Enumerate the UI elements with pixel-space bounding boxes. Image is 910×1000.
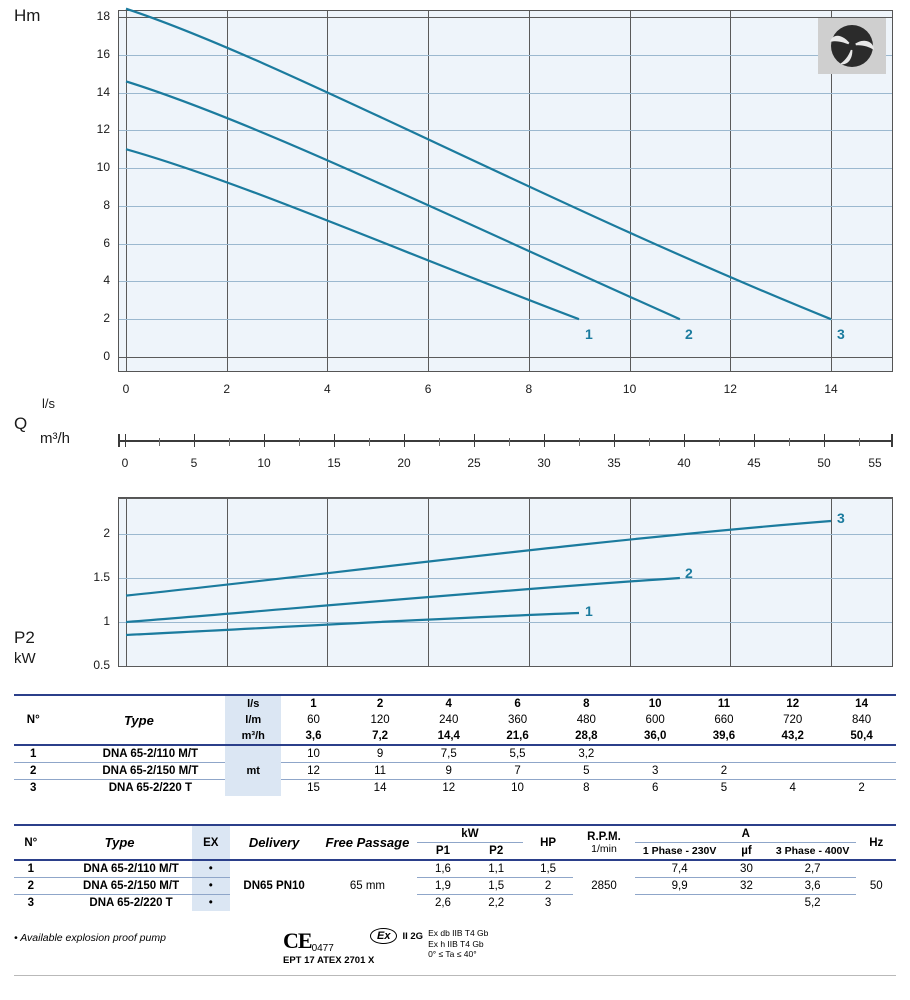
head-curve-chart xyxy=(118,10,893,372)
th-ls-14: 14 xyxy=(827,695,896,712)
curve-label-3: 3 xyxy=(837,326,845,342)
t2-r1-p1: 1,6 xyxy=(417,860,470,878)
ce-sub: EPT 17 ATEX 2701 X xyxy=(283,955,375,966)
t1-r1-v1: 10 xyxy=(281,745,346,763)
p2-tick-2: 2 xyxy=(103,526,110,540)
t1-r3-v8: 4 xyxy=(758,780,827,797)
ls-tick-12: 12 xyxy=(723,382,737,396)
th-lm-2: 120 xyxy=(370,714,390,726)
th-unit-lm: l/m xyxy=(225,712,281,728)
flow-m3h-axis xyxy=(118,434,893,448)
power-curve-chart xyxy=(118,497,893,667)
t1-r1-type: DNA 65-2/110 M/T xyxy=(52,745,225,763)
th-lm-8: 480 xyxy=(576,714,596,726)
m3h-unit-label: m³/h xyxy=(40,430,70,447)
th-unit-ls: l/s xyxy=(225,695,281,712)
m3h-tick-5: 5 xyxy=(190,456,198,470)
t1-r2-v3: 9 xyxy=(414,763,483,780)
hm-tick-12: 12 xyxy=(96,122,110,137)
t2-r2-a3: 3,6 xyxy=(769,878,857,895)
t1-r1-v9 xyxy=(827,745,896,763)
t2-r2-p1: 1,9 xyxy=(417,878,470,895)
t2-r2-p2: 1,5 xyxy=(469,878,523,895)
th-ls-10: 10 xyxy=(621,695,690,712)
t2-r1-type: DNA 65-2/110 M/T xyxy=(48,860,192,878)
t1-r1-v4: 5,5 xyxy=(483,745,552,763)
t2-r1-a1: 7,4 xyxy=(635,860,724,878)
t1-r1-v7 xyxy=(690,745,759,763)
ex-icon: Ex xyxy=(370,928,397,944)
atex-mark xyxy=(370,928,488,960)
th2-p2: P2 xyxy=(469,843,523,861)
th2-phase1: 1 Phase - 230V xyxy=(635,843,724,861)
technical-table xyxy=(14,824,896,911)
ex-class: II 2G xyxy=(402,931,424,942)
th-m3h-2: 7,2 xyxy=(372,730,389,742)
t2-r1-hp: 1,5 xyxy=(523,860,573,878)
t1-r3-v9: 2 xyxy=(827,780,896,797)
t1-r1-v6 xyxy=(621,745,690,763)
table-row xyxy=(14,780,896,797)
t1-r1-v2: 9 xyxy=(346,745,415,763)
t2-rpm-value: 2850 xyxy=(573,860,635,911)
power-label-2: 2 xyxy=(685,565,693,581)
th-ls-1: 1 xyxy=(281,695,346,712)
ce-mark xyxy=(283,928,374,966)
m3h-tick-50: 50 xyxy=(817,456,831,470)
th2-type: Type xyxy=(48,825,192,860)
th-ls-6: 6 xyxy=(483,695,552,712)
t2-r2-ex: • xyxy=(192,878,230,895)
th2-rpm-unit: 1/min xyxy=(591,842,617,855)
th2-rpm-title: R.P.M. xyxy=(587,830,621,843)
th-m3h-1: 3,6 xyxy=(305,730,322,742)
ce-logo: CE xyxy=(283,928,312,953)
ls-tick-2: 2 xyxy=(223,382,231,396)
t1-r2-n: 2 xyxy=(14,763,52,780)
th-m3h-6: 21,6 xyxy=(506,730,529,742)
t1-r2-v1: 12 xyxy=(281,763,346,780)
bottom-divider xyxy=(14,975,896,976)
th2-hp: HP xyxy=(523,825,573,860)
t2-r2-n: 2 xyxy=(14,878,48,895)
table1-header-row-1 xyxy=(14,695,896,712)
th2-rpm xyxy=(573,825,635,860)
ls-tick-0: 0 xyxy=(122,382,130,396)
ex-line-2: Ex h IIB T4 Gb xyxy=(428,938,484,949)
m3h-tick-55: 55 xyxy=(868,456,882,470)
m3h-tick-25: 25 xyxy=(467,456,481,470)
th2-ex: EX xyxy=(192,825,230,860)
t1-r2-v9 xyxy=(827,763,896,780)
table-row xyxy=(14,878,896,895)
th-lm-4: 240 xyxy=(439,714,459,726)
t1-r1-v5: 3,2 xyxy=(552,745,621,763)
t2-r1-uf: 30 xyxy=(724,860,769,878)
th2-delivery: Delivery xyxy=(230,825,318,860)
hm-axis-label: Hm xyxy=(14,6,41,25)
th2-phase3: 3 Phase - 400V xyxy=(769,843,857,861)
t2-r1-ex: • xyxy=(192,860,230,878)
ex-line-3: 0° ≤ Ta ≤ 40° xyxy=(428,949,477,960)
t1-r2-type: DNA 65-2/150 M/T xyxy=(52,763,225,780)
th2-free-passage: Free Passage xyxy=(318,825,417,860)
m3h-tick-40: 40 xyxy=(677,456,691,470)
t2-r3-p1: 2,6 xyxy=(417,895,470,912)
th-ls-11: 11 xyxy=(690,695,759,712)
t2-delivery-value: DN65 PN10 xyxy=(230,860,318,911)
t1-r3-v5: 8 xyxy=(552,780,621,797)
ls-unit-label: l/s xyxy=(42,396,55,411)
th-lm-1: 60 xyxy=(307,714,320,726)
ls-tick-8: 8 xyxy=(525,382,533,396)
th-lm-14: 840 xyxy=(851,714,872,726)
m3h-tick-30: 30 xyxy=(537,456,551,470)
t2-r2-type: DNA 65-2/150 M/T xyxy=(48,878,192,895)
ls-tick-10: 10 xyxy=(622,382,637,396)
th-lm-10: 600 xyxy=(645,714,665,726)
t1-r3-v6: 6 xyxy=(621,780,690,797)
th2-a: A xyxy=(635,825,856,843)
t2-r2-hp: 2 xyxy=(523,878,573,895)
th-m3h-11: 39,6 xyxy=(712,730,736,742)
t2-r3-n: 3 xyxy=(14,895,48,912)
q-axis-label: Q xyxy=(14,414,28,433)
p2-axis-label: P2 xyxy=(14,628,35,647)
p2-tick-0.5: 0.5 xyxy=(93,658,110,672)
t2-free-passage-value: 65 mm xyxy=(318,860,417,911)
ex-line-1: Ex db IIB T4 Gb xyxy=(428,928,489,938)
th-m3h-10: 36,0 xyxy=(643,730,667,742)
th-m3h-12: 43,2 xyxy=(781,730,804,742)
t2-r3-hp: 3 xyxy=(523,895,573,912)
t1-r2-v6: 3 xyxy=(621,763,690,780)
th-ls-4: 4 xyxy=(414,695,483,712)
t1-r2-v8 xyxy=(758,763,827,780)
t2-r3-uf xyxy=(724,895,769,912)
m3h-tick-0: 0 xyxy=(121,456,129,470)
impeller-icon xyxy=(818,18,886,74)
t1-r3-v7: 5 xyxy=(690,780,759,797)
th2-kw: kW xyxy=(417,825,523,843)
t1-r1-v8 xyxy=(758,745,827,763)
th2-hz: Hz xyxy=(856,825,896,860)
t1-r1-v3: 7,5 xyxy=(414,745,483,763)
hm-tick-6: 6 xyxy=(103,235,110,250)
t2-r3-a1 xyxy=(635,895,724,912)
th-n: N° xyxy=(14,695,52,745)
curve-label-2: 2 xyxy=(685,326,693,342)
power-curves xyxy=(119,498,894,668)
hm-tick-10: 10 xyxy=(96,160,110,175)
table-row xyxy=(14,860,896,878)
table-row xyxy=(14,763,896,780)
t2-r3-p2: 2,2 xyxy=(469,895,523,912)
t1-r3-v3: 12 xyxy=(414,780,483,797)
m3h-tick-35: 35 xyxy=(607,456,621,470)
t1-mt-label: mt xyxy=(225,745,281,796)
ls-tick-6: 6 xyxy=(424,382,432,396)
hm-tick-2: 2 xyxy=(103,311,110,326)
power-label-1: 1 xyxy=(585,603,593,619)
t2-r3-a3: 5,2 xyxy=(769,895,857,912)
hm-tick-18: 18 xyxy=(96,9,110,23)
th2-p1: P1 xyxy=(417,843,470,861)
th-type: Type xyxy=(52,695,225,745)
t1-r2-v4: 7 xyxy=(483,763,552,780)
th-m3h-4: 14,4 xyxy=(437,730,460,742)
hm-tick-8: 8 xyxy=(103,197,110,212)
th-m3h-14: 50,4 xyxy=(850,730,873,742)
th2-n: N° xyxy=(14,825,48,860)
t2-r1-p2: 1,1 xyxy=(469,860,523,878)
t2-r2-a1: 9,9 xyxy=(635,878,724,895)
th-m3h-8: 28,8 xyxy=(575,730,598,742)
t2-r3-type: DNA 65-2/220 T xyxy=(48,895,192,912)
m3h-tick-15: 15 xyxy=(327,456,341,470)
th-ls-12: 12 xyxy=(758,695,827,712)
th-ls-2: 2 xyxy=(346,695,415,712)
p2-tick-1.5: 1.5 xyxy=(93,570,110,584)
th-ls-8: 8 xyxy=(552,695,621,712)
t1-r3-n: 3 xyxy=(14,780,52,797)
ls-tick-14: 14 xyxy=(824,382,838,396)
th-lm-12: 720 xyxy=(783,714,803,726)
ce-number: 0477 xyxy=(311,943,334,954)
head-curves xyxy=(119,11,894,373)
kw-axis-label: kW xyxy=(14,650,36,667)
t2-hz-value: 50 xyxy=(856,860,896,911)
t2-r3-ex: • xyxy=(192,895,230,912)
hm-tick-14: 14 xyxy=(96,84,110,99)
t1-r3-v2: 14 xyxy=(346,780,415,797)
curve-label-1: 1 xyxy=(585,326,593,342)
t2-r1-n: 1 xyxy=(14,860,48,878)
hm-tick-0: 0 xyxy=(103,349,110,363)
table2-header-row-1 xyxy=(14,825,896,843)
t1-r3-v4: 10 xyxy=(483,780,552,797)
t2-r2-uf: 32 xyxy=(724,878,769,895)
hm-tick-16: 16 xyxy=(96,46,110,61)
table-row xyxy=(14,745,896,763)
t1-r2-v5: 5 xyxy=(552,763,621,780)
t1-r2-v7: 2 xyxy=(690,763,759,780)
t1-r2-v2: 11 xyxy=(346,763,415,780)
t2-r1-a3: 2,7 xyxy=(769,860,857,878)
performance-table xyxy=(14,694,896,796)
t1-r3-v1: 15 xyxy=(281,780,346,797)
th-unit-m3h: m³/h xyxy=(225,728,281,745)
hm-tick-4: 4 xyxy=(103,273,110,288)
footnote: • Available explosion proof pump xyxy=(14,932,166,944)
m3h-tick-20: 20 xyxy=(397,456,411,470)
t1-r1-n: 1 xyxy=(14,745,52,763)
th-lm-11: 660 xyxy=(714,714,734,726)
m3h-tick-10: 10 xyxy=(257,456,271,470)
power-label-3: 3 xyxy=(837,510,845,526)
p2-tick-1: 1 xyxy=(103,614,110,628)
ls-tick-4: 4 xyxy=(324,382,331,396)
table-row xyxy=(14,895,896,912)
th2-uf: µf xyxy=(724,843,769,861)
t1-r3-type: DNA 65-2/220 T xyxy=(52,780,225,797)
th-lm-6: 360 xyxy=(507,714,528,726)
m3h-tick-45: 45 xyxy=(747,456,761,470)
